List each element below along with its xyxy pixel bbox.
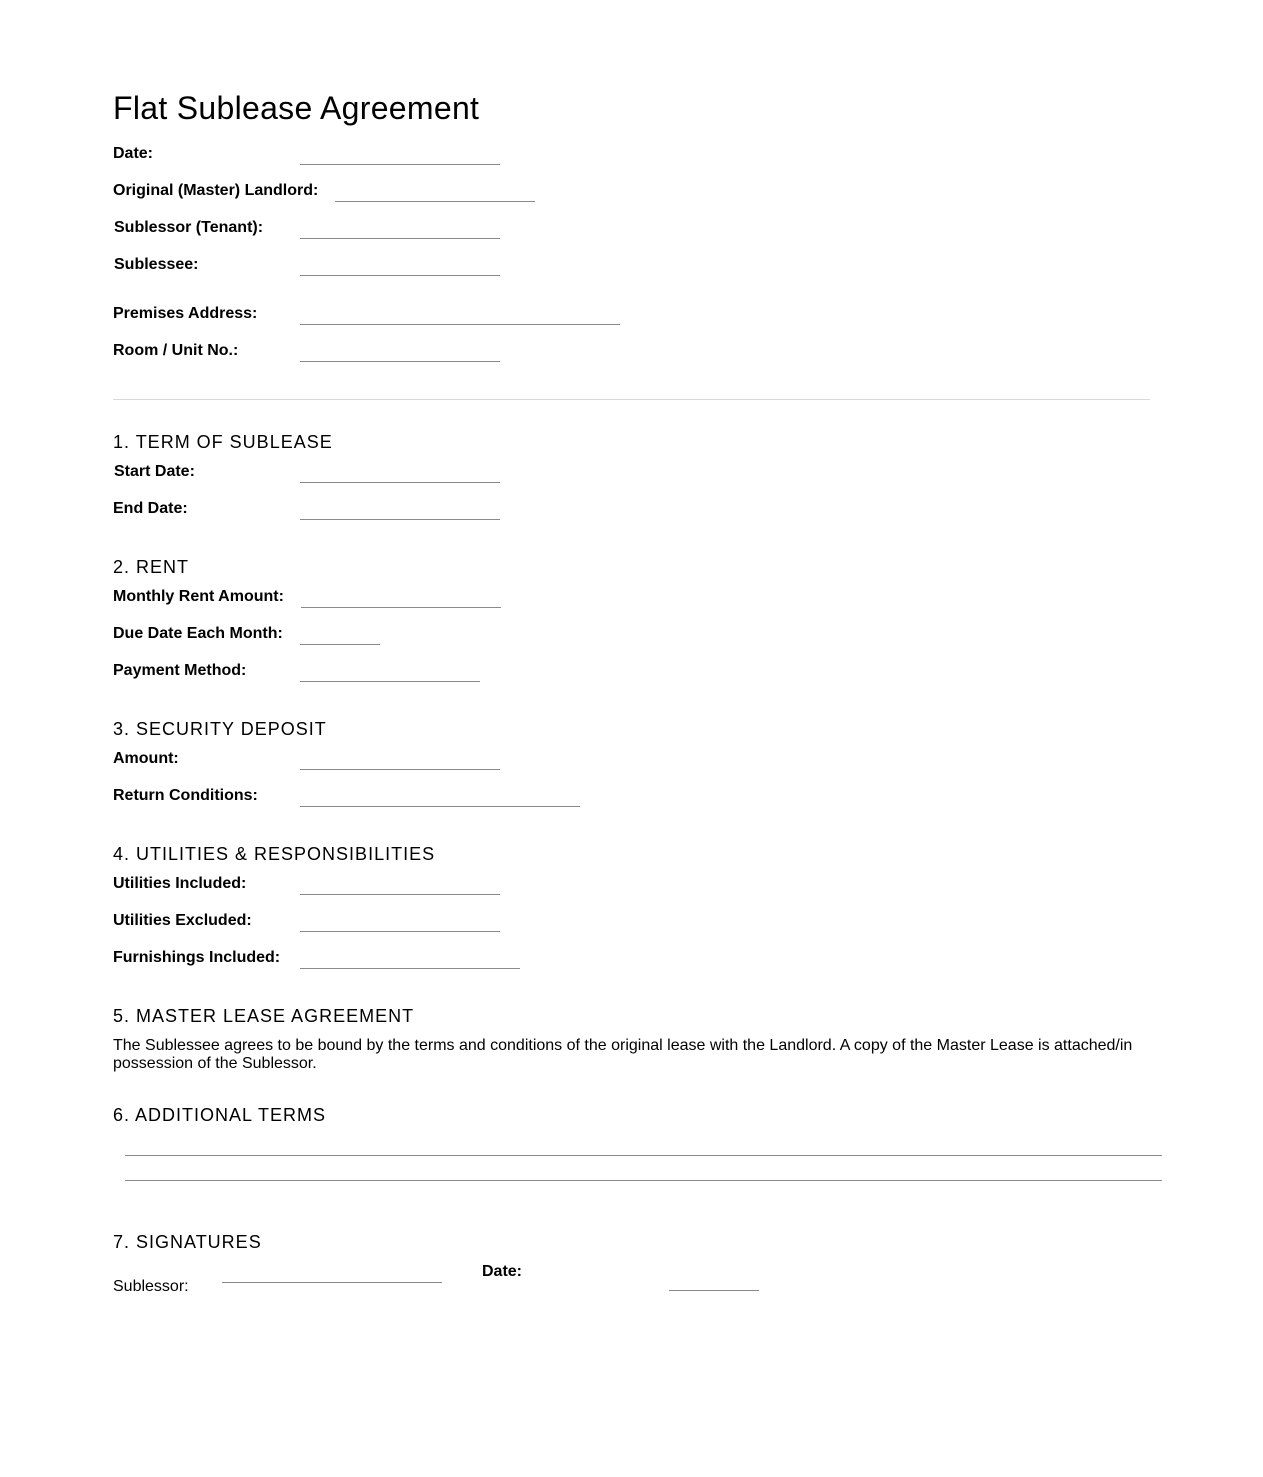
due-date-label: Due Date Each Month: <box>113 625 283 642</box>
master-lease-heading: 5. MASTER LEASE AGREEMENT <box>113 1006 415 1026</box>
utilities-excluded-field[interactable] <box>300 931 500 932</box>
sublessor-signature-label: Sublessor: <box>113 1278 189 1295</box>
room-unit-field[interactable] <box>300 361 500 362</box>
payment-method-label: Payment Method: <box>113 662 247 679</box>
sublessor-signature-field[interactable] <box>222 1282 442 1283</box>
landlord-label: Original (Master) Landlord: <box>113 182 319 199</box>
start-date-field[interactable] <box>300 482 500 483</box>
date-field[interactable] <box>300 164 500 165</box>
deposit-amount-field[interactable] <box>300 769 500 770</box>
master-lease-body: The Sublessee agrees to be bound by the terms and conditions of the original lease with the Landlord. A copy of the Master Lease is attached/in possession of the Sublessor. <box>113 1037 1133 1072</box>
sublessor-field[interactable] <box>300 238 500 239</box>
premises-address-label: Premises Address: <box>113 305 258 322</box>
payment-method-field[interactable] <box>300 681 480 682</box>
deposit-heading: 3. SECURITY DEPOSIT <box>113 719 327 739</box>
return-conditions-field[interactable] <box>300 806 580 807</box>
furnishings-field[interactable] <box>300 968 520 969</box>
section-divider <box>113 399 1150 400</box>
additional-terms-line-2[interactable] <box>125 1180 1162 1181</box>
utilities-included-field[interactable] <box>300 894 500 895</box>
room-unit-label: Room / Unit No.: <box>113 342 239 359</box>
deposit-amount-label: Amount: <box>113 750 179 767</box>
landlord-field[interactable] <box>335 201 535 202</box>
premises-address-field[interactable] <box>300 324 620 325</box>
monthly-rent-label: Monthly Rent Amount: <box>113 588 284 605</box>
due-date-field[interactable] <box>300 644 380 645</box>
start-date-label: Start Date: <box>114 463 195 480</box>
utilities-included-label: Utilities Included: <box>113 875 247 892</box>
term-heading: 1. TERM OF SUBLEASE <box>113 432 333 452</box>
rent-heading: 2. RENT <box>113 557 190 577</box>
furnishings-label: Furnishings Included: <box>113 949 281 966</box>
document-title: Flat Sublease Agreement <box>113 90 480 126</box>
sublessee-field[interactable] <box>300 275 500 276</box>
utilities-excluded-label: Utilities Excluded: <box>113 912 252 929</box>
sublessee-label: Sublessee: <box>114 256 199 273</box>
signature-date-label: Date: <box>482 1263 523 1280</box>
end-date-label: End Date: <box>113 500 188 517</box>
additional-terms-heading: 6. ADDITIONAL TERMS <box>113 1105 327 1125</box>
signature-date-field[interactable] <box>669 1290 759 1291</box>
date-label: Date: <box>113 145 154 162</box>
signatures-heading: 7. SIGNATURES <box>113 1232 262 1252</box>
utilities-heading: 4. UTILITIES & RESPONSIBILITIES <box>113 844 436 864</box>
return-conditions-label: Return Conditions: <box>113 787 258 804</box>
additional-terms-line-1[interactable] <box>125 1155 1162 1156</box>
sublessor-label: Sublessor (Tenant): <box>114 219 264 236</box>
monthly-rent-field[interactable] <box>301 607 501 608</box>
end-date-field[interactable] <box>300 519 500 520</box>
